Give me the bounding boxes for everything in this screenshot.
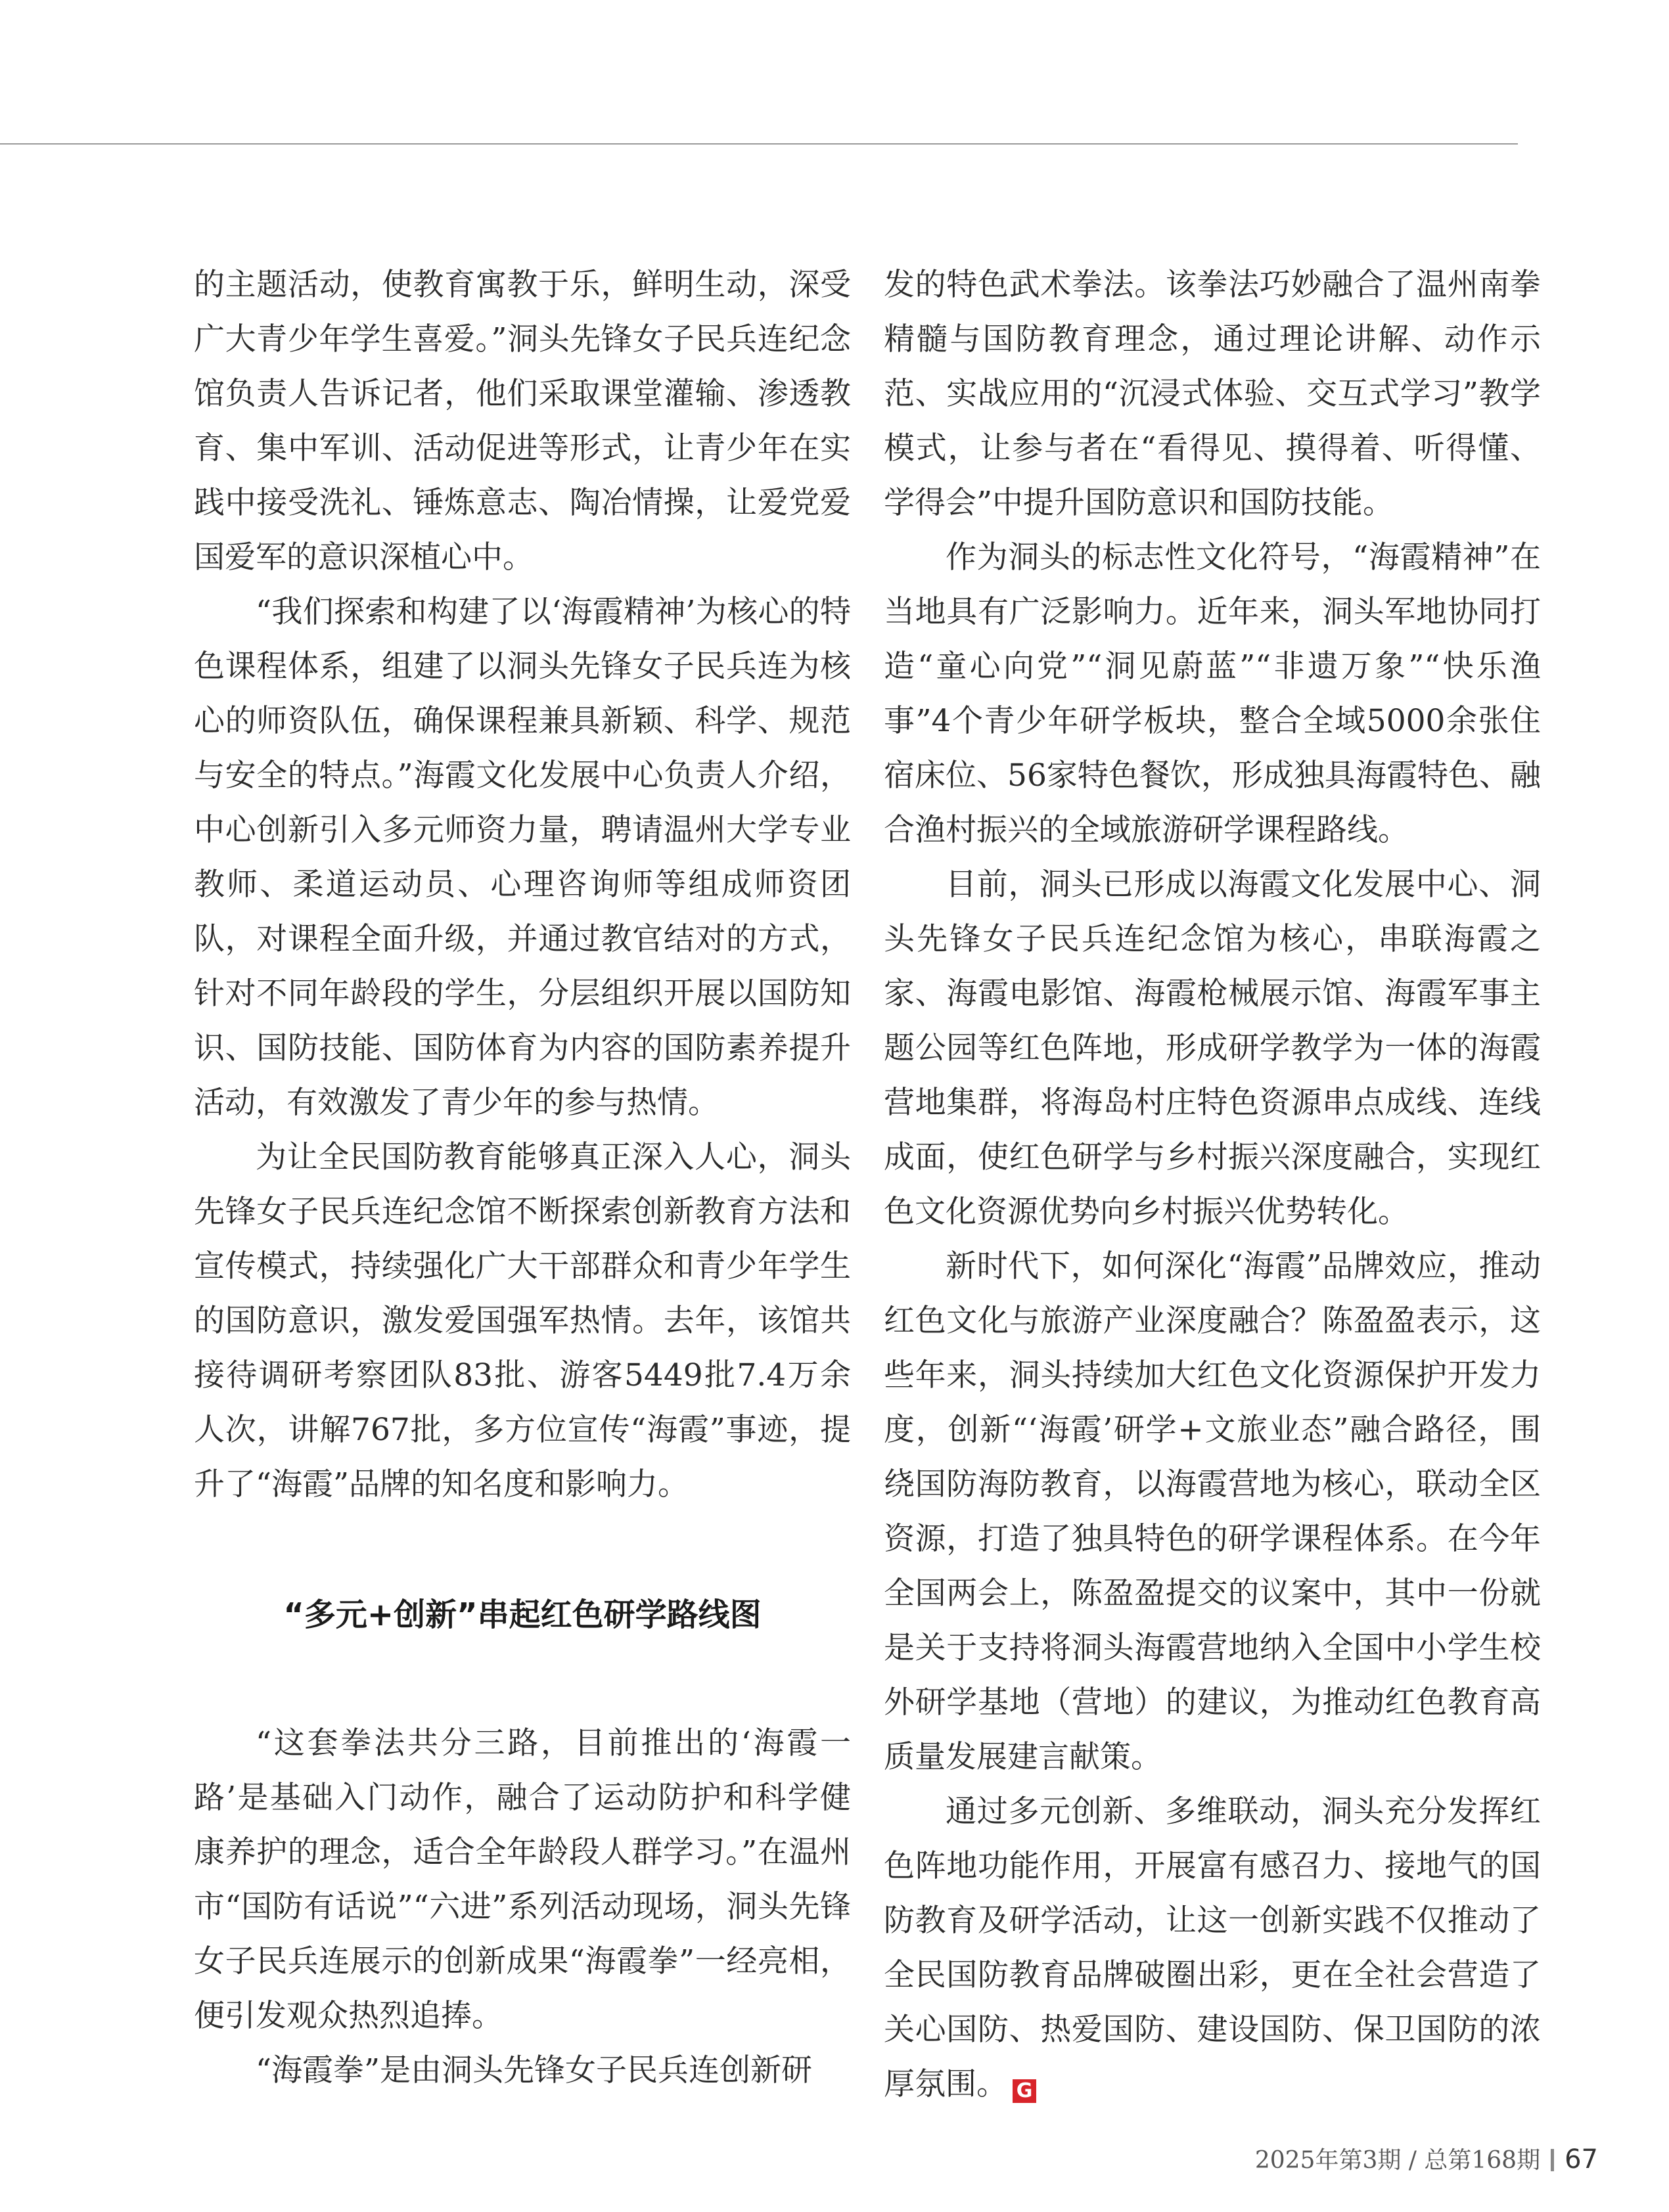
left-paragraph-2: “我们探索和构建了以‘海霞精神’为核心的特色课程体系，组建了以洞头先锋女子民兵连为核心的师资队伍，确保课程兼具新颖、科学、规范与安全的特点。”海霞文化发展中心负责人介绍，中心创新引入多元师资力量，聘请温州大学专业教师、柔道运动员、心理咨询师等组成师资团队，对课程全面升级，并通过教官结对的方式，针对不同年龄段的学生，分层组织开展以国防知识、国防技能、国防体育为内容的国防素养提升活动，有效激发了青少年的参与热情。 — [194, 594, 851, 1121]
left-paragraph-3: 为让全民国防教育能够真正深入人心，洞头先锋女子民兵连纪念馆不断探索创新教育方法和宣传模式，持续强化广大干部群众和青少年学生的国防意识，激发爱国强军热情。去年，该馆共接待调研考察团队83批、游客5449批7.4万余人次，讲解767批，多方位宣传“海霞”事迹，提升了“海霞”品牌的知名度和影响力。 — [194, 1139, 851, 1502]
left-paragraph-5: “海霞拳”是由洞头先锋女子民兵连创新研 — [256, 2052, 813, 2088]
right-paragraph-4: 新时代下，如何深化“海霞”品牌效应，推动红色文化与旅游产业深度融合？陈盈盈表示，这些年来，洞头持续加大红色文化资源保护开发力度，创新“‘海霞’研学+文旅业态”融合路径，围绕国防海防教育，以海霞营地为核心，联动全区资源，打造了独具特色的研学课程体系。在今年全国两会上，陈盈盈提交的议案中，其中一份就是关于支持将洞头海霞营地纳入全国中小学生校外研学基地（营地）的建议，为推动红色教育高质量发展建言献策。 — [884, 1248, 1541, 1775]
left-paragraph-1: 的主题活动，使教育寓教于乐，鲜明生动，深受广大青少年学生喜爱。”洞头先锋女子民兵连纪念馆负责人告诉记者，他们采取课堂灌输、渗透教育、集中军训、活动促进等形式，让青少年在实践中接受洗礼、锤炼意志、陶冶情操，让爱党爱国爱军的意识深植心中。 — [194, 267, 851, 576]
section-heading: “多元+创新”串起红色研学路线图 — [283, 1596, 762, 1633]
page-number: 67 — [1565, 2144, 1598, 2175]
right-paragraph-1: 发的特色武术拳法。该拳法巧妙融合了温州南拳精髓与国防教育理念，通过理论讲解、动作示范、实战应用的“沉浸式体验、交互式学习”教学模式，让参与者在“看得见、摸得着、听得懂、学得会”中提升国防意识和国防技能。 — [884, 267, 1541, 521]
issue-info: 2025年第3期 / 总第168期 — [1254, 2147, 1541, 2174]
right-paragraph-2: 作为洞头的标志性文化符号，“海霞精神”在当地具有广泛影响力。近年来，洞头军地协同打造“童心向党”“洞见蔚蓝”“非遗万象”“快乐渔事”4个青少年研学板块，整合全域5000余张住宿床位、56家特色餐饮，形成独具海霞特色、融合渔村振兴的全域旅游研学课程路线。 — [884, 539, 1541, 848]
right-column — [884, 258, 1541, 2111]
left-column — [194, 258, 851, 2098]
left-paragraph-4: “这套拳法共分三路，目前推出的‘海霞一路’是基础入门动作，融合了运动防护和科学健康养护的理念，适合全年龄段人群学习。”在温州市“国防有话说”“六进”系列活动现场，洞头先锋女子民兵连展示的创新成果“海霞拳”一经亮相，便引发观众热烈追捧。 — [194, 1725, 851, 2034]
end-mark-icon: G — [1013, 2079, 1036, 2103]
right-paragraph-3: 目前，洞头已形成以海霞文化发展中心、洞头先锋女子民兵连纪念馆为核心，串联海霞之家、海霞电影馆、海霞枪械展示馆、海霞军事主题公园等红色阵地，形成研学教学为一体的海霞营地集群，将海岛村庄特色资源串点成线、连线成面，使红色研学与乡村振兴深度融合，实现红色文化资源优势向乡村振兴优势转化。 — [884, 867, 1541, 1230]
footer-separator — [1551, 2149, 1554, 2171]
right-paragraph-5-text: 通过多元创新、多维联动，洞头充分发挥红色阵地功能作用，开展富有感召力、接地气的国防教育及研学活动，让这一创新实践不仅推动了全民国防教育品牌破圈出彩，更在全社会营造了关心国防、热爱国防、建设国防、保卫国防的浓厚氛围。 — [884, 1794, 1541, 2102]
page-footer — [1255, 2143, 1598, 2177]
right-paragraph-5 — [884, 1784, 1541, 2111]
header-rule — [0, 143, 1518, 145]
